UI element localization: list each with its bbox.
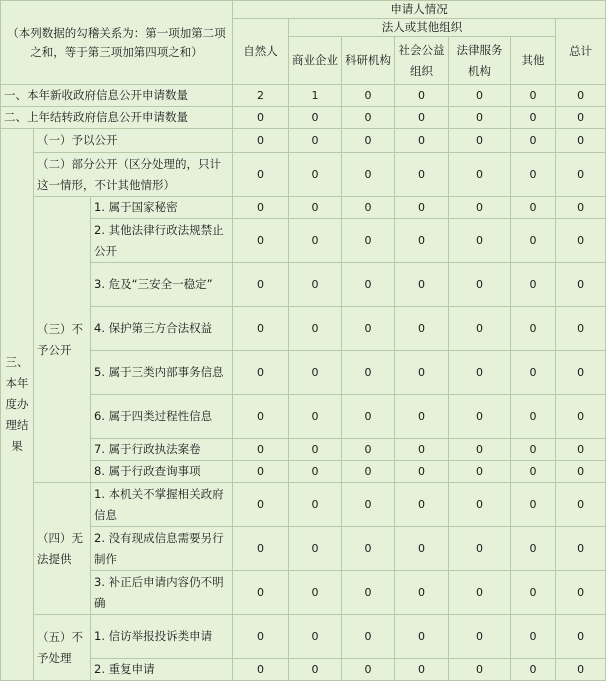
cell-value: 0 [289,219,342,263]
row-label: 3. 补正后申请内容仍不明确 [91,571,233,615]
cell-value: 0 [449,395,511,439]
cell-value: 0 [511,307,556,351]
cell-value: 0 [395,107,449,129]
row-label: 7. 属于行政执法案卷 [91,439,233,461]
header-applicant-info: 申请人情况 [233,1,606,19]
cell-value: 0 [395,439,449,461]
cell-value: 0 [556,129,606,153]
cell-value: 0 [395,395,449,439]
row-label: 1. 本机关不掌握相关政府信息 [91,483,233,527]
cell-value: 0 [556,85,606,107]
row-label: （一）予以公开 [34,129,233,153]
header-other: 其他 [511,37,556,85]
header-social-public: 社会公益组织 [395,37,449,85]
cell-value: 0 [511,395,556,439]
cell-value: 0 [342,571,395,615]
cell-value: 0 [289,461,342,483]
row-label: 3. 危及“三安全一稳定” [91,263,233,307]
cell-value: 0 [556,197,606,219]
cell-value: 0 [511,219,556,263]
cell-value: 0 [556,153,606,197]
row-label: 6. 属于四类过程性信息 [91,395,233,439]
cell-value: 0 [395,527,449,571]
group-3-label: （三）不予公开 [34,197,91,483]
cell-value: 0 [342,351,395,395]
cell-value: 0 [449,351,511,395]
cell-value: 0 [556,571,606,615]
header-legal-service: 法律服务机构 [449,37,511,85]
cell-value: 0 [449,219,511,263]
table-row [1,307,606,351]
cell-value: 0 [233,439,289,461]
cell-value: 0 [449,197,511,219]
cell-value: 0 [395,85,449,107]
cell-value: 0 [342,85,395,107]
cell-value: 0 [511,263,556,307]
cell-value: 0 [556,527,606,571]
table-row [1,129,606,153]
row-label: （二）部分公开（区分处理的，只计这一情形，不计其他情形） [34,153,233,197]
cell-value: 0 [511,439,556,461]
cell-value: 0 [395,571,449,615]
cell-value: 0 [449,527,511,571]
cell-value: 0 [395,263,449,307]
cell-value: 0 [556,483,606,527]
cell-value: 0 [449,461,511,483]
table-row [1,439,606,461]
cell-value: 0 [395,129,449,153]
table-row [1,107,606,129]
cell-value: 0 [233,527,289,571]
cell-value: 0 [233,571,289,615]
header-natural-person: 自然人 [233,19,289,85]
table-row [1,571,606,615]
cell-value: 0 [511,351,556,395]
cell-value: 0 [289,483,342,527]
table-row [1,527,606,571]
table-row [1,351,606,395]
row-label: 二、上年结转政府信息公开申请数量 [1,107,233,129]
cell-value: 0 [233,263,289,307]
table-row [1,197,606,219]
cell-value: 0 [449,571,511,615]
cell-value: 0 [342,615,395,659]
cell-value: 0 [342,129,395,153]
cell-value: 0 [395,219,449,263]
cell-value: 0 [449,129,511,153]
section-3-label: 三、本年度办理结果 [1,129,34,681]
cell-value: 0 [289,615,342,659]
table-row [1,615,606,659]
header-research: 科研机构 [342,37,395,85]
cell-value: 0 [449,107,511,129]
cell-value: 0 [289,307,342,351]
group-5-label: （五）不予处理 [34,615,91,681]
cell-value: 0 [395,153,449,197]
cell-value: 0 [556,107,606,129]
cell-value: 0 [395,615,449,659]
header-commercial: 商业企业 [289,37,342,85]
cell-value: 0 [289,395,342,439]
cell-value: 0 [449,439,511,461]
cell-value: 0 [342,527,395,571]
cell-value: 0 [511,483,556,527]
row-label: 1. 属于国家秘密 [91,197,233,219]
cell-value: 0 [289,129,342,153]
cell-value: 0 [511,571,556,615]
table-row [1,219,606,263]
row-label: 1. 信访举报投诉类申请 [91,615,233,659]
row-label: 5. 属于三类内部事务信息 [91,351,233,395]
cell-value: 0 [449,85,511,107]
cell-value: 0 [289,351,342,395]
group-4-label: （四）无法提供 [34,483,91,615]
cell-value: 0 [395,659,449,681]
cell-value: 0 [511,153,556,197]
cell-value: 0 [342,197,395,219]
row-label: 2. 其他法律行政法规禁止公开 [91,219,233,263]
cell-value: 0 [449,307,511,351]
cell-value: 0 [289,527,342,571]
cell-value: 0 [556,615,606,659]
cell-value: 0 [342,263,395,307]
row-label: 一、本年新收政府信息公开申请数量 [1,85,233,107]
cell-value: 0 [395,307,449,351]
cell-value: 0 [289,571,342,615]
cell-value: 0 [556,307,606,351]
cell-value: 0 [233,351,289,395]
cell-value: 0 [233,129,289,153]
table-row [1,153,606,197]
cell-value: 0 [289,153,342,197]
cell-value: 0 [233,197,289,219]
cell-value: 0 [449,153,511,197]
cell-value: 0 [289,263,342,307]
cell-value: 0 [342,307,395,351]
cell-value: 0 [289,197,342,219]
cell-value: 0 [449,263,511,307]
cell-value: 0 [395,483,449,527]
cell-value: 0 [511,615,556,659]
cell-value: 0 [511,461,556,483]
cell-value: 0 [511,85,556,107]
cell-value: 0 [233,483,289,527]
cell-value: 0 [449,659,511,681]
header-corner-note: （本列数据的勾稽关系为：第一项加第二项之和，等于第三项加第四项之和） [1,1,233,85]
cell-value: 0 [233,219,289,263]
cell-value: 0 [556,351,606,395]
cell-value: 0 [511,129,556,153]
cell-value: 0 [556,461,606,483]
cell-value: 0 [556,219,606,263]
cell-value: 0 [511,659,556,681]
cell-value: 0 [289,659,342,681]
cell-value: 0 [233,107,289,129]
cell-value: 2 [233,85,289,107]
cell-value: 0 [342,483,395,527]
cell-value: 0 [233,395,289,439]
cell-value: 0 [233,615,289,659]
cell-value: 0 [342,439,395,461]
cell-value: 0 [289,439,342,461]
table-row [1,395,606,439]
row-label: 2. 重复申请 [91,659,233,681]
cell-value: 0 [289,107,342,129]
row-label: 8. 属于行政查询事项 [91,461,233,483]
cell-value: 0 [556,395,606,439]
cell-value: 0 [511,197,556,219]
cell-value: 0 [342,659,395,681]
cell-value: 1 [289,85,342,107]
cell-value: 0 [233,153,289,197]
cell-value: 0 [342,153,395,197]
cell-value: 0 [342,107,395,129]
cell-value: 0 [342,395,395,439]
header-legal-or-other: 法人或其他组织 [289,19,556,37]
cell-value: 0 [395,461,449,483]
cell-value: 0 [233,461,289,483]
cell-value: 0 [511,107,556,129]
cell-value: 0 [233,307,289,351]
cell-value: 0 [556,659,606,681]
row-label: 4. 保护第三方合法权益 [91,307,233,351]
cell-value: 0 [395,351,449,395]
cell-value: 0 [511,527,556,571]
cell-value: 0 [556,263,606,307]
cell-value: 0 [342,461,395,483]
table-row [1,85,606,107]
cell-value: 0 [395,197,449,219]
header-total: 总计 [556,19,606,85]
cell-value: 0 [233,659,289,681]
cell-value: 0 [556,439,606,461]
cell-value: 0 [449,615,511,659]
cell-value: 0 [342,219,395,263]
table-row [1,263,606,307]
row-label: 2. 没有现成信息需要另行制作 [91,527,233,571]
cell-value: 0 [449,483,511,527]
table-row [1,461,606,483]
table-row [1,483,606,527]
